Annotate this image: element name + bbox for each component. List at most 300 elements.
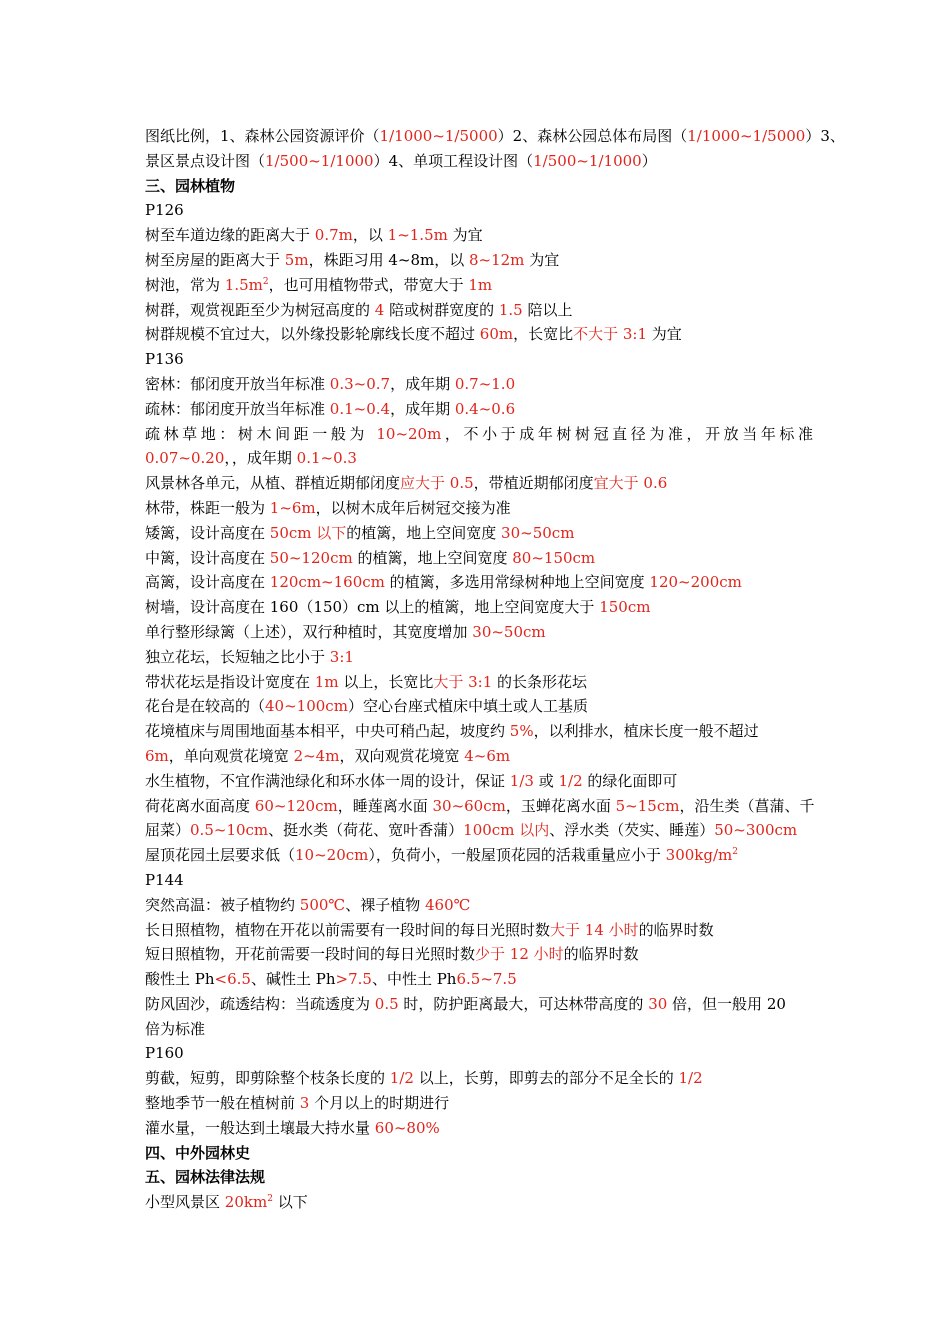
text-segment	[145, 673, 315, 691]
text-segment	[441, 425, 813, 443]
highlighted-value	[468, 276, 492, 294]
highlighted-value	[390, 1069, 414, 1087]
highlighted-value	[330, 375, 390, 393]
highlighted-value	[714, 821, 797, 839]
text-segment	[474, 474, 594, 492]
segment-text: 灌水量，一般达到土壤最大持水量	[145, 1118, 375, 1137]
segment-text: 4~6m	[464, 746, 511, 765]
document-page	[145, 124, 845, 1215]
text-line	[145, 124, 845, 149]
segment-text: 风景林各单元，从植、群植近期郁闭度	[145, 474, 401, 493]
text-segment	[667, 995, 786, 1013]
text-segment	[309, 251, 469, 269]
segment-text: ，长宽比	[513, 325, 574, 344]
text-line	[145, 620, 813, 645]
text-line	[145, 992, 813, 1017]
segment-text: 0.5	[374, 994, 399, 1013]
segment-text: ）	[641, 151, 657, 170]
segment-text: 倍，但一般用 20	[667, 994, 786, 1013]
highlighted-value	[376, 425, 441, 443]
text-line	[145, 149, 813, 174]
segment-text: 0.7~1.0	[454, 374, 516, 393]
superscript: 2	[262, 276, 269, 287]
text-segment	[145, 375, 330, 393]
text-segment	[145, 549, 270, 567]
segment-text: 5%	[509, 722, 534, 741]
text-segment	[498, 127, 688, 145]
segment-text: 屋顶花园土层要求低（	[145, 846, 296, 865]
highlighted-value	[433, 673, 492, 691]
text-line	[145, 818, 813, 843]
segment-text: 、裸子植物	[345, 895, 425, 914]
text-segment	[372, 970, 457, 988]
segment-text: 屈菜）	[145, 821, 191, 840]
segment-text: >7.5	[335, 970, 372, 989]
text-segment	[145, 896, 300, 914]
segment-text: 0.5~10cm	[190, 821, 269, 840]
text-segment	[145, 1020, 205, 1038]
segment-text: 荷花离水面高度	[145, 796, 255, 815]
segment-text: 宜大于 0.6	[593, 474, 668, 493]
segment-text: 、挺水类（荷花、宽叶香蒲）	[268, 821, 464, 840]
highlighted-value	[294, 747, 340, 765]
segment-text: ，以	[352, 226, 388, 245]
highlighted-value	[330, 648, 354, 666]
highlighted-value	[295, 846, 368, 864]
segment-text: 8~12m	[468, 250, 525, 269]
segment-text: 460℃	[424, 895, 471, 914]
segment-text: P160	[145, 1044, 184, 1063]
segment-text: 树墙，设计高度在 160（150）cm 以上的植篱，地上空间宽度大于	[145, 598, 600, 617]
highlighted-value	[616, 797, 680, 815]
text-segment	[145, 623, 472, 641]
segment-text: 50~300cm	[714, 821, 798, 840]
text-line	[145, 372, 813, 397]
segment-text: 以下	[272, 1193, 308, 1212]
text-segment	[145, 1168, 265, 1186]
text-segment	[145, 1044, 184, 1062]
text-segment	[269, 276, 469, 294]
text-segment	[145, 772, 510, 790]
highlighted-value	[510, 772, 534, 790]
text-segment	[169, 747, 294, 765]
segment-text: 长日照植物，植物在开花以前需要有一段时间的每日光照时数	[145, 920, 551, 939]
text-segment	[534, 722, 759, 740]
text-segment	[338, 797, 433, 815]
segment-text: 疏林草地：树木间距一般为	[145, 424, 377, 443]
text-segment	[348, 697, 588, 715]
highlighted-value	[145, 449, 224, 467]
highlighted-value	[270, 573, 385, 591]
segment-text: 小型风景区	[145, 1193, 225, 1212]
segment-text: 花台是在较高的（	[145, 697, 266, 716]
segment-text: 水生植物，不宜作满池绿化和环水体一周的设计，保证	[145, 771, 510, 790]
highlighted-value	[285, 251, 309, 269]
segment-text: 120cm~160cm	[269, 573, 385, 592]
segment-text: 1/2	[678, 1069, 703, 1088]
highlighted-value	[265, 697, 348, 715]
highlighted-value	[510, 722, 534, 740]
segment-text: 密林：郁闭度开放当年标准	[145, 374, 330, 393]
text-line	[145, 893, 813, 918]
segment-text: 5~15cm	[615, 796, 680, 815]
text-segment	[145, 573, 270, 591]
highlighted-value	[145, 747, 169, 765]
segment-text: ）空心台座式植床中填土或人工基质	[347, 697, 588, 716]
segment-text: 1m	[314, 672, 339, 691]
highlighted-value	[255, 797, 338, 815]
segment-text: 树群规模不宜过大，以外缘投影轮廓线长度不超过	[145, 325, 480, 344]
segment-text: ，也可用植物带式，带宽大于	[268, 275, 469, 294]
text-segment	[414, 1069, 679, 1087]
segment-text: 0.1~0.4	[329, 399, 391, 418]
segment-text: 大于 3:1	[433, 672, 493, 691]
segment-text: ，沿生类（菖蒲、千	[679, 796, 815, 815]
segment-text: 0.1~0.3	[296, 449, 357, 468]
highlighted-value	[425, 896, 470, 914]
segment-text: ，睡莲离水面	[337, 796, 433, 815]
text-line	[145, 546, 813, 571]
segment-text: 的植篱，多选用常绿树种地上空间宽度	[384, 573, 650, 592]
segment-text: 1/2	[558, 771, 583, 790]
text-line	[145, 719, 813, 744]
highlighted-value	[512, 549, 595, 567]
segment-text: 60~80%	[374, 1118, 440, 1137]
segment-text: 20km	[224, 1193, 268, 1212]
segment-text: 40~100cm	[265, 697, 348, 716]
text-segment	[145, 152, 265, 170]
text-segment	[145, 697, 265, 715]
segment-text: 树至车道边缘的距离大于	[145, 226, 315, 245]
section-heading	[145, 1141, 813, 1166]
superscript: 2	[732, 847, 739, 858]
highlighted-value	[469, 251, 524, 269]
segment-text: 300kg/m	[665, 846, 733, 865]
text-line	[145, 1041, 813, 1066]
text-segment	[145, 201, 184, 219]
text-line	[145, 967, 813, 992]
segment-text: 突然高温：被子植物约	[145, 895, 300, 914]
segment-text: 矮篱，设计高度在	[145, 523, 270, 542]
section-heading	[145, 174, 813, 199]
highlighted-value	[265, 152, 374, 170]
text-line	[145, 397, 813, 422]
segment-text: ）4、单项工程设计图（	[373, 151, 534, 170]
segment-text: 、碱性土 Ph	[250, 970, 336, 989]
segment-text: 树至房屋的距离大于	[145, 250, 285, 269]
text-segment	[224, 449, 296, 467]
text-segment	[642, 152, 657, 170]
segment-text: 0.07~0.20	[145, 449, 225, 468]
highlighted-value	[400, 474, 474, 492]
segment-text: 为宜	[447, 226, 483, 245]
segment-text: 的临界时数	[563, 945, 639, 964]
segment-text: 的临界时数	[638, 920, 714, 939]
text-segment	[145, 995, 375, 1013]
highlighted-value	[678, 1069, 702, 1087]
segment-text: 0.7m	[314, 226, 353, 245]
segment-text: 1/1000~1/5000	[379, 127, 498, 145]
text-line	[145, 744, 813, 769]
text-segment	[145, 1069, 390, 1087]
segment-text: 大于 14 小时	[550, 920, 639, 939]
text-segment	[316, 499, 511, 517]
segment-text: 个月以上的时期进行	[309, 1094, 450, 1113]
text-segment	[399, 995, 649, 1013]
segment-text: 1/500~1/1000	[533, 151, 642, 170]
superscript: 2	[267, 1194, 273, 1205]
segment-text: 10~20m	[376, 424, 442, 443]
highlighted-value	[573, 325, 647, 343]
segment-text: 酸性土 Ph	[145, 970, 215, 989]
segment-text: 50~120cm	[269, 548, 353, 567]
segment-text: 1/1000~1/5000	[687, 127, 806, 145]
text-segment	[353, 549, 513, 567]
text-line	[145, 1190, 813, 1215]
segment-text: 1/500~1/1000	[265, 151, 374, 170]
text-line	[145, 570, 813, 595]
segment-text: 树池，常为	[145, 275, 225, 294]
highlighted-value	[599, 598, 650, 616]
highlighted-value	[375, 1119, 440, 1137]
segment-text: ，株距习用 4~8m，以	[308, 250, 469, 269]
text-segment	[145, 648, 330, 666]
text-line	[145, 769, 813, 794]
text-segment	[145, 970, 215, 988]
text-line	[145, 496, 813, 521]
text-segment	[639, 921, 714, 939]
text-segment	[273, 1193, 308, 1211]
segment-text: 高篱，设计高度在	[145, 573, 270, 592]
highlighted-value	[480, 325, 513, 343]
text-line	[145, 942, 813, 967]
segment-text: 景区景点设计图（	[145, 151, 266, 170]
text-segment	[145, 400, 330, 418]
text-segment	[564, 945, 639, 963]
segment-text: 倍为标准	[145, 1019, 206, 1038]
segment-text: 1~1.5m	[387, 226, 448, 245]
highlighted-value	[270, 524, 346, 542]
highlighted-value	[336, 970, 372, 988]
text-segment	[523, 301, 573, 319]
segment-text: 单行整形绿篱（上述），双行种植时，其宽度增加	[145, 622, 473, 641]
highlighted-value	[499, 301, 523, 319]
segment-text: 3:1	[329, 647, 354, 666]
text-line	[145, 694, 813, 719]
text-line	[145, 322, 813, 347]
text-line	[145, 298, 813, 323]
segment-text: 少于 12 小时	[475, 945, 564, 964]
segment-text: 三、园林植物	[145, 176, 236, 195]
segment-text: 不大于 3:1	[573, 325, 648, 344]
text-segment	[492, 673, 587, 691]
text-segment	[309, 1094, 449, 1112]
highlighted-value	[270, 549, 353, 567]
highlighted-value	[190, 821, 268, 839]
text-line	[145, 645, 813, 670]
highlighted-value	[300, 1094, 310, 1112]
text-line	[145, 223, 813, 248]
text-segment	[145, 499, 270, 517]
text-segment	[145, 325, 480, 343]
segment-text: 6m	[145, 746, 169, 765]
text-line	[145, 918, 813, 943]
segment-text: P144	[145, 870, 184, 889]
segment-text: 30~60cm	[432, 796, 506, 815]
text-segment	[805, 127, 845, 145]
segment-text: 的绿化面即可	[582, 771, 678, 790]
text-line	[145, 248, 813, 273]
text-segment	[145, 945, 475, 963]
text-segment	[145, 797, 255, 815]
segment-text: 短日照植物，开花前需要一段时间的每日光照时数	[145, 945, 476, 964]
segment-text: 30	[648, 994, 668, 1013]
text-line	[145, 1116, 813, 1141]
highlighted-value	[315, 226, 353, 244]
highlighted-value	[649, 573, 741, 591]
text-line	[145, 521, 813, 546]
segment-text: 10~20cm	[295, 846, 369, 865]
segment-text: <6.5	[214, 970, 251, 989]
segment-text: 五、园林法律法规	[145, 1168, 266, 1187]
text-segment	[145, 524, 270, 542]
highlighted-value	[456, 970, 516, 988]
text-line	[145, 595, 813, 620]
segment-text: 以上，长剪，即剪去的部分不足全长的	[413, 1069, 679, 1088]
segment-text: 为宜	[524, 250, 560, 269]
segment-text: ，，成年期	[224, 449, 297, 468]
highlighted-value	[375, 995, 399, 1013]
segment-text: 60~120cm	[254, 796, 338, 815]
text-line	[145, 446, 813, 471]
text-segment	[145, 301, 375, 319]
highlighted-value	[455, 375, 515, 393]
text-segment	[506, 797, 616, 815]
segment-text: 的长条形花坛	[492, 672, 588, 691]
highlighted-value	[315, 673, 339, 691]
text-segment	[145, 1144, 250, 1162]
segment-text: 以上，长宽比	[338, 672, 434, 691]
text-segment	[524, 251, 559, 269]
highlighted-value	[648, 995, 667, 1013]
text-line	[145, 273, 813, 298]
text-segment	[549, 821, 714, 839]
segment-text: ，成年期	[390, 399, 455, 418]
segment-text: 3	[299, 1094, 310, 1113]
text-line	[145, 1017, 813, 1042]
text-line	[145, 1066, 813, 1091]
text-segment	[534, 772, 559, 790]
text-line	[145, 670, 813, 695]
text-segment	[268, 821, 463, 839]
highlighted-value	[558, 772, 582, 790]
segment-text: ，带植近期郁闭度	[473, 474, 594, 493]
highlighted-value	[380, 127, 498, 145]
highlighted-value	[501, 524, 574, 542]
text-segment	[145, 474, 400, 492]
segment-text: 120~200cm	[649, 573, 742, 592]
segment-text: 0.4~0.6	[454, 399, 516, 418]
text-segment	[583, 772, 678, 790]
highlighted-value	[225, 276, 269, 294]
segment-text: 6.5~7.5	[456, 970, 517, 989]
segment-text: 的植篱，地上空间宽度	[352, 548, 513, 567]
text-segment	[384, 301, 499, 319]
segment-text: 4	[374, 300, 385, 319]
segment-text: ），负荷小，一般屋顶花园的活栽重量应小于	[368, 846, 666, 865]
text-segment	[390, 375, 455, 393]
text-segment	[145, 177, 235, 195]
highlighted-value	[594, 474, 668, 492]
text-segment	[145, 226, 315, 244]
text-segment	[145, 921, 550, 939]
segment-text: 80~150cm	[512, 548, 596, 567]
segment-text: 树群，观赏视距至少为树冠高度的	[145, 300, 375, 319]
text-segment	[145, 821, 190, 839]
highlighted-value	[215, 970, 251, 988]
segment-text: 带状花坛是指设计宽度在	[145, 672, 315, 691]
segment-text: 应大于 0.5	[400, 474, 474, 493]
segment-text: 为宜	[647, 325, 682, 344]
segment-text: 陪或树群宽度的	[384, 300, 499, 319]
highlighted-value	[297, 449, 357, 467]
text-segment	[145, 1119, 375, 1137]
segment-text: 5m	[284, 250, 309, 269]
text-line	[145, 347, 813, 372]
text-line	[145, 422, 813, 447]
text-segment	[345, 896, 425, 914]
text-segment	[251, 970, 336, 988]
highlighted-value	[463, 821, 549, 839]
highlighted-value	[388, 226, 448, 244]
highlighted-value	[432, 797, 505, 815]
text-segment	[346, 524, 501, 542]
highlighted-value	[475, 945, 564, 963]
segment-text: 独立花坛，长短轴之比小于	[145, 647, 330, 666]
segment-text: 花境植床与周围地面基本相平，中央可稍凸起，坡度约	[145, 722, 510, 741]
highlighted-value	[330, 400, 390, 418]
segment-text: ）2、森林公园总体布局图（	[497, 127, 688, 145]
segment-text: ，不小于成年树树冠直径为准，开放当年标准	[441, 424, 813, 443]
segment-text: 防风固沙，疏透结构：当疏透度为	[145, 994, 375, 1013]
text-segment	[145, 276, 225, 294]
text-segment	[339, 673, 434, 691]
segment-text: 疏林：郁闭度开放当年标准	[145, 399, 330, 418]
highlighted-value	[455, 400, 515, 418]
segment-text: P126	[145, 201, 184, 220]
segment-text: 1m	[468, 275, 493, 294]
highlighted-value	[375, 301, 385, 319]
text-segment	[145, 251, 285, 269]
segment-text: 时，防护距离最大，可达林带高度的	[398, 994, 649, 1013]
segment-text: ，以利排水，植床长度一般不超过	[533, 722, 759, 741]
segment-text: 30~50cm	[501, 523, 575, 542]
section-heading	[145, 1165, 813, 1190]
text-segment	[145, 1193, 225, 1211]
highlighted-value	[666, 846, 738, 864]
segment-text: 1~6m	[269, 498, 316, 517]
segment-text: 整地季节一般在植树前	[145, 1094, 300, 1113]
segment-text: ，成年期	[390, 374, 455, 393]
text-segment	[647, 325, 682, 343]
segment-text: 1/3	[509, 771, 534, 790]
text-segment	[513, 325, 573, 343]
text-segment	[145, 722, 510, 740]
highlighted-value	[533, 152, 642, 170]
segment-text: 中篱，设计高度在	[145, 548, 270, 567]
segment-text: ，单向观赏花境宽	[168, 746, 294, 765]
segment-text: 100cm 以内	[463, 821, 550, 840]
